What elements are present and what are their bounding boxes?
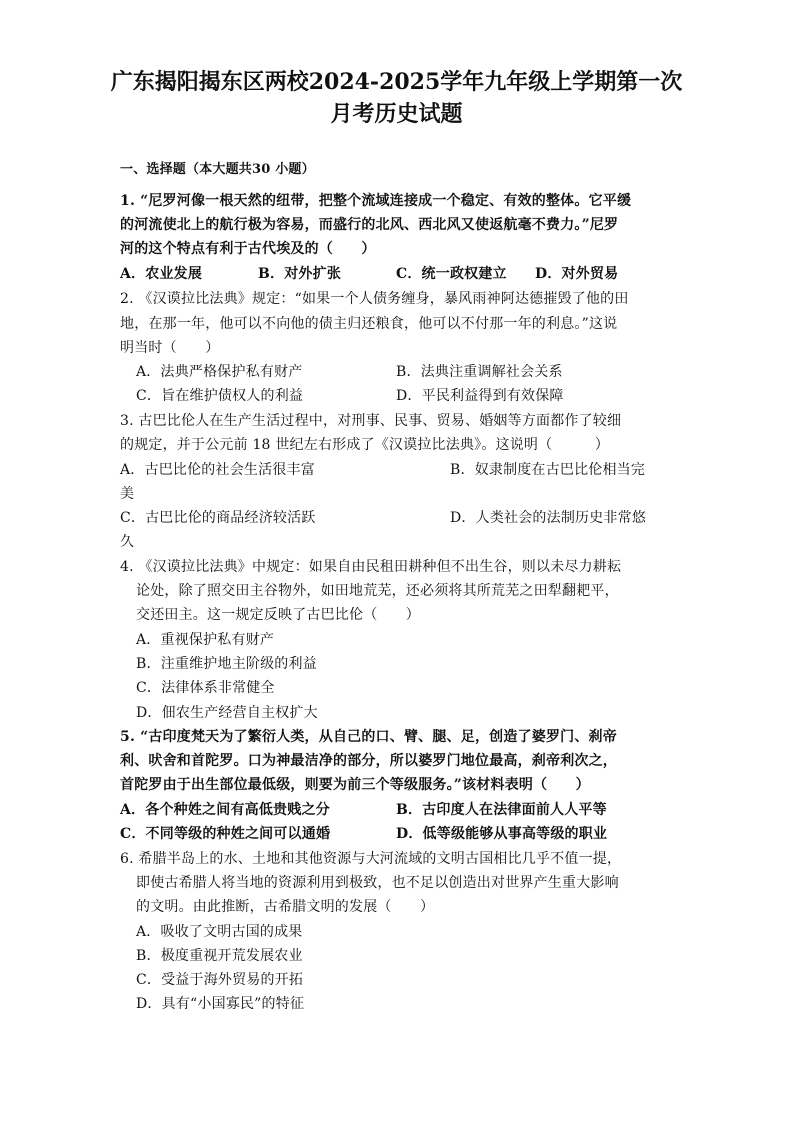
section-heading: 一、选择题（本大题共30 小题） xyxy=(120,162,315,177)
q4-option-a: A．重视保护私有财产 xyxy=(136,632,275,648)
q2-stem-line-2: 地，在那一年，他可以不向他的债主归还粮食，他可以不付那一年的利息。”这说 xyxy=(120,316,618,332)
q5-option-a: A．各个种姓之间有高低贵贱之分 xyxy=(120,802,330,818)
title-line-1: 广东揭阳揭东区两校2024-2025学年九年级上学期第一次 xyxy=(110,69,683,95)
q4-option-c: C．法律体系非常健全 xyxy=(136,680,275,696)
q3-option-b: B．奴隶制度在古巴比伦相当完 xyxy=(450,462,646,478)
q4-option-d: D．佃农生产经营自主权扩大 xyxy=(136,705,318,721)
q3-option-d: D．人类社会的法制历史非常悠 xyxy=(450,510,647,526)
q2-option-d: D．平民利益得到有效保障 xyxy=(396,388,564,404)
q5-option-d: D．低等级能够从事高等级的职业 xyxy=(396,826,608,842)
q6-stem-line-1: 6. 希腊半岛上的水、土地和其他资源与大河流域的文明古国相比几乎不值一提， xyxy=(120,851,622,867)
q6-option-c: C．受益于海外贸易的开拓 xyxy=(136,972,304,988)
q3-stem-line-2: 的规定，并于公元前 18 世纪左右形成了《汉谟拉比法典》。这说明（ ） xyxy=(120,437,610,453)
q4-option-b: B．注重维护地主阶级的利益 xyxy=(136,656,317,672)
q6-stem-line-2: 即使古希腊人将当地的资源利用到极致，也不足以创造出对世界产生重大影响 xyxy=(136,875,619,891)
q6-option-a: A．吸收了文明古国的成果 xyxy=(136,924,303,940)
page-title xyxy=(100,66,693,130)
q1-option-a: A．农业发展 xyxy=(120,266,203,282)
q4-stem-line-3: 交还田主。这一规定反映了古巴比伦（ ） xyxy=(136,607,420,623)
q1-stem-line-2: 的河流使北上的航行极为容易，而盛行的北风、西北风又使返航毫不费力。”尼罗 xyxy=(120,217,619,233)
q2-option-c: C．旨在维护债权人的利益 xyxy=(136,388,304,404)
q2-option-a: A．法典严格保护私有财产 xyxy=(136,364,303,380)
q5-option-b: B．古印度人在法律面前人人平等 xyxy=(396,802,607,818)
q1-option-c: C．统一政权建立 xyxy=(396,266,507,282)
q1-stem-line-3: 河的这个特点有利于古代埃及的（ ） xyxy=(120,241,376,257)
q3-option-b-wrap: 美 xyxy=(120,486,135,502)
q5-stem-line-3: 首陀罗由于出生部位最低级，则要为前三个等级服务。”该材料表明（ ） xyxy=(120,777,590,793)
q2-stem-line-1: 2. 《汉谟拉比法典》规定：“如果一个人债务缠身，暴风雨神阿达德摧毁了他的田 xyxy=(120,291,629,307)
q3-option-c: C．古巴比伦的商品经济较活跃 xyxy=(120,510,316,526)
q2-stem-line-3: 明当时（ ） xyxy=(120,340,220,356)
q5-option-c: C．不同等级的种姓之间可以通婚 xyxy=(120,826,331,842)
q3-option-d-wrap: 久 xyxy=(120,534,135,550)
q6-option-d: D．具有“小国寡民”的特征 xyxy=(136,996,305,1012)
q5-stem-line-2: 利、吠舍和首陀罗。口为神最洁净的部分，所以婆罗门地位最高，刹帝利次之， xyxy=(120,753,617,769)
q4-stem-line-2: 论处，除了照交田主谷物外，如田地荒芜，还必须将其所荒芜之田犁翻耙平， xyxy=(136,583,619,599)
q6-stem-line-3: 的文明。由此推断，古希腊文明的发展（ ） xyxy=(136,899,435,915)
q1-stem-line-1: 1. “尼罗河像一根天然的纽带，把整个流域连接成一个稳定、有效的整体。它平缓 xyxy=(120,193,632,209)
title-line-2: 月考历史试题 xyxy=(330,101,463,127)
q6-option-b: B．极度重视开荒发展农业 xyxy=(136,948,303,964)
q3-stem-line-1: 3. 古巴比伦人在生产生活过程中，对刑事、民事、贸易、婚姻等方面都作了较细 xyxy=(120,413,622,429)
q2-option-b: B．法典注重调解社会关系 xyxy=(396,364,563,380)
q1-option-d: D．对外贸易 xyxy=(535,266,619,282)
q3-option-a: A．古巴比伦的社会生活很丰富 xyxy=(120,462,315,478)
q1-option-b: B．对外扩张 xyxy=(258,266,342,282)
q4-stem-line-1: 4. 《汉谟拉比法典》中规定：如果自由民租田耕种但不出生谷，则以未尽力耕耘 xyxy=(120,559,622,575)
q5-stem-line-1: 5. “古印度梵天为了繁衍人类，从自己的口、臂、腿、足，创造了婆罗门、刹帝 xyxy=(120,729,617,745)
